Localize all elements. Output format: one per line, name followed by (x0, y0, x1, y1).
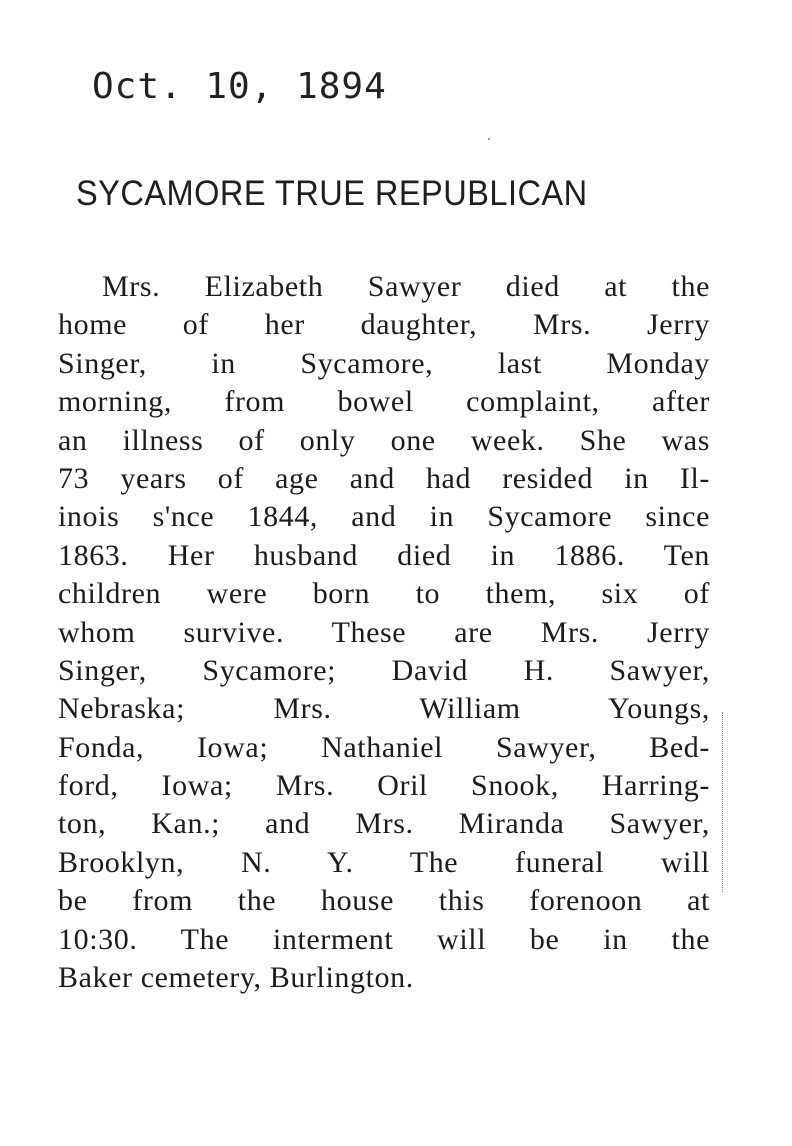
article-line: morning, from bowel complaint, after (58, 385, 710, 419)
clipping-date: Oct. 10, 1894 (92, 66, 387, 107)
obituary-article (58, 268, 710, 997)
article-line: inois s'nce 1844, and in Sycamore since (58, 500, 710, 534)
article-line: home of her daughter, Mrs. Jerry (58, 308, 710, 342)
article-line: Baker cemetery, Burlington. (58, 961, 414, 995)
newspaper-title: SYCAMORE TRUE REPUBLICAN (76, 174, 588, 213)
article-line: whom survive. These are Mrs. Jerry (58, 615, 710, 649)
article-line: be from the house this forenoon at (58, 884, 710, 918)
article-line: Singer, Sycamore; David H. Sawyer, (58, 653, 710, 687)
article-line: 1863. Her husband died in 1886. Ten (58, 538, 710, 572)
column-rule (722, 712, 723, 892)
article-line: children were born to them, six of (58, 577, 710, 611)
article-line: an illness of only one week. She was (58, 423, 710, 457)
article-line: Mrs. Elizabeth Sawyer died at the (102, 270, 710, 303)
article-line: ford, Iowa; Mrs. Oril Snook, Harring- (58, 769, 710, 803)
article-line: Fonda, Iowa; Nathaniel Sawyer, Bed- (58, 730, 710, 764)
article-line: 10:30. The interment will be in the (58, 922, 710, 956)
article-line: ton, Kan.; and Mrs. Miranda Sawyer, (58, 807, 710, 841)
article-line: Nebraska; Mrs. William Youngs, (58, 692, 710, 726)
print-speck (488, 138, 490, 140)
article-line: Brooklyn, N. Y. The funeral will (58, 845, 710, 879)
article-line: 73 years of age and had resided in Il- (58, 461, 710, 495)
article-line: Singer, in Sycamore, last Monday (58, 346, 710, 380)
